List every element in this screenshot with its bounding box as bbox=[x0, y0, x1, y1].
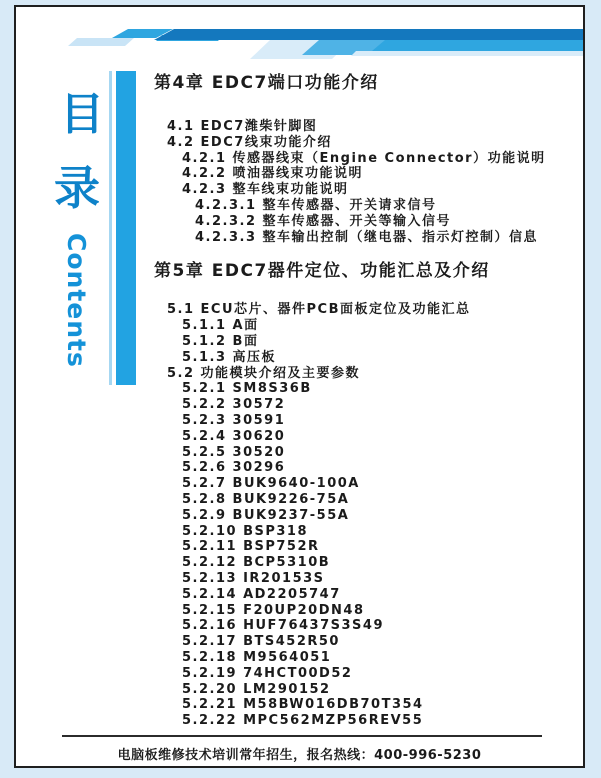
toc-item: 5.2.14 AD2205747 bbox=[182, 586, 341, 602]
toc-item: 4.2.2 喷油器线束功能说明 bbox=[182, 166, 364, 182]
toc-item: 4.2.3.2 整车传感器、开关等输入信号 bbox=[195, 213, 452, 229]
footer-divider bbox=[62, 735, 542, 737]
toc-item: 5.2.12 BCP5310B bbox=[182, 555, 331, 571]
toc-item: 5.2.19 74HCT00D52 bbox=[182, 665, 353, 681]
sidebar-subtitle: Contents bbox=[62, 233, 91, 368]
toc-item: 5.2.18 M9564051 bbox=[182, 649, 332, 665]
chapter-5-items bbox=[16, 302, 583, 729]
toc-item: 4.1 EDC7潍柴针脚图 bbox=[167, 119, 318, 134]
sidebar-title-char-2: 录 bbox=[54, 161, 100, 215]
toc-item: 5.2.16 HUF76437S3S49 bbox=[182, 618, 384, 634]
toc-item: 5.2.10 BSP318 bbox=[182, 523, 309, 539]
table-of-contents bbox=[16, 72, 583, 729]
toc-item: 5.1.2 B面 bbox=[182, 333, 259, 349]
toc-item: 5.2.6 30296 bbox=[182, 460, 286, 476]
toc-item: 5.2 功能模块介绍及主要参数 bbox=[167, 365, 361, 381]
toc-item: 5.2.4 30620 bbox=[182, 428, 286, 444]
toc-item: 4.2.3.1 整车传感器、开关请求信号 bbox=[195, 197, 437, 213]
sidebar-title-char-1: 目 bbox=[60, 89, 104, 140]
footer-hotline: 电脑板维修技术培训常年招生，报名热线：400-996-5230 bbox=[117, 748, 482, 763]
chapter-5-heading: 第5章 EDC7器件定位、功能汇总及介绍 bbox=[154, 261, 490, 282]
header-decoration bbox=[16, 7, 585, 77]
toc-item: 4.2.3 整车线束功能说明 bbox=[182, 182, 349, 198]
toc-item: 4.2 EDC7线束功能介绍 bbox=[167, 134, 332, 150]
toc-item: 5.2.7 BUK9640-100A bbox=[182, 476, 360, 492]
toc-item: 4.2.3.3 整车输出控制（继电器、指示灯控制）信息 bbox=[195, 229, 539, 245]
toc-item: 5.2.13 IR20153S bbox=[182, 570, 325, 586]
toc-item: 5.2.8 BUK9226-75A bbox=[182, 491, 350, 507]
document-page bbox=[14, 5, 585, 768]
toc-item: 5.2.15 F20UP20DN48 bbox=[182, 602, 365, 618]
toc-item: 4.2.1 传感器线束（Engine Connector）功能说明 bbox=[182, 150, 546, 166]
toc-item: 5.1 ECU芯片、器件PCB面板定位及功能汇总 bbox=[167, 302, 471, 318]
toc-item: 5.2.1 SM8S36B bbox=[182, 381, 312, 397]
toc-item: 5.1.1 A面 bbox=[182, 318, 259, 334]
toc-item: 5.2.20 LM290152 bbox=[182, 681, 331, 697]
toc-item: 5.2.2 30572 bbox=[182, 397, 286, 413]
toc-item: 5.2.9 BUK9237-55A bbox=[182, 507, 350, 523]
toc-item: 5.2.17 BTS452R50 bbox=[182, 634, 340, 650]
toc-item: 5.2.22 MPC562MZP56REV55 bbox=[182, 713, 424, 729]
toc-item: 5.2.5 30520 bbox=[182, 444, 286, 460]
chapter-4-heading: 第4章 EDC7端口功能介绍 bbox=[154, 73, 379, 93]
toc-item: 5.1.3 高压板 bbox=[182, 349, 277, 365]
toc-item: 5.2.21 M58BW016DB70T354 bbox=[182, 697, 424, 713]
chapter-4-items bbox=[16, 119, 583, 245]
toc-item: 5.2.3 30591 bbox=[182, 412, 286, 428]
toc-item: 5.2.11 BSP752R bbox=[182, 539, 320, 555]
